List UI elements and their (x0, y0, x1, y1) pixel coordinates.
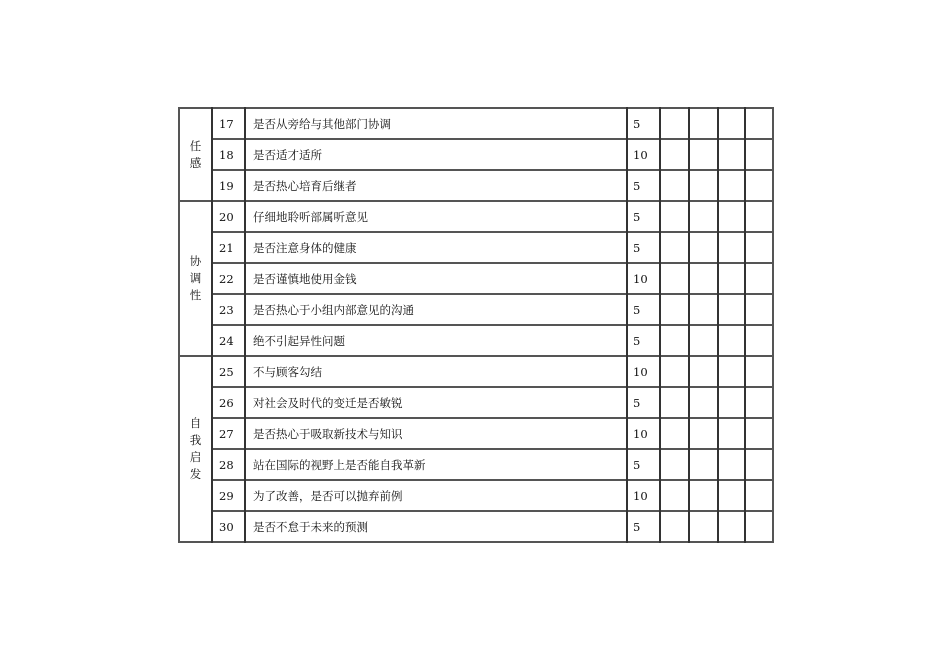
rating-cell[interactable] (660, 139, 689, 170)
rating-cell[interactable] (689, 387, 718, 418)
table-row (179, 418, 773, 449)
rating-cell[interactable] (745, 387, 773, 418)
table-row (179, 294, 773, 325)
evaluation-sheet (178, 107, 774, 543)
table-row (179, 325, 773, 356)
rating-cell[interactable] (689, 108, 718, 139)
item-text: 绝不引起异性问题 (245, 325, 627, 356)
rating-cell[interactable] (718, 263, 745, 294)
table-row (179, 480, 773, 511)
item-text: 是否谨慎地使用金钱 (245, 263, 627, 294)
rating-cell[interactable] (689, 511, 718, 542)
rating-cell[interactable] (718, 387, 745, 418)
rating-cell[interactable] (745, 201, 773, 232)
rating-cell[interactable] (660, 480, 689, 511)
item-text: 是否适才适所 (245, 139, 627, 170)
rating-cell[interactable] (745, 139, 773, 170)
item-number: 21 (212, 232, 245, 263)
rating-cell[interactable] (660, 170, 689, 201)
category-cell (179, 201, 212, 356)
rating-cell[interactable] (718, 232, 745, 263)
rating-cell[interactable] (745, 263, 773, 294)
rating-cell[interactable] (689, 139, 718, 170)
rating-cell[interactable] (689, 294, 718, 325)
item-text: 仔细地聆听部属听意见 (245, 201, 627, 232)
rating-cell[interactable] (745, 511, 773, 542)
item-text: 是否注意身体的健康 (245, 232, 627, 263)
category-cell (179, 108, 212, 201)
item-score: 5 (627, 294, 660, 325)
table-row (179, 139, 773, 170)
rating-cell[interactable] (745, 325, 773, 356)
rating-cell[interactable] (660, 387, 689, 418)
rating-cell[interactable] (689, 418, 718, 449)
rating-cell[interactable] (745, 232, 773, 263)
item-text: 是否热心于吸取新技术与知识 (245, 418, 627, 449)
item-score: 5 (627, 232, 660, 263)
rating-cell[interactable] (718, 325, 745, 356)
item-number: 23 (212, 294, 245, 325)
rating-cell[interactable] (689, 201, 718, 232)
table-row (179, 511, 773, 542)
table-row (179, 387, 773, 418)
item-score: 10 (627, 480, 660, 511)
rating-cell[interactable] (745, 480, 773, 511)
table-row (179, 356, 773, 387)
rating-cell[interactable] (718, 201, 745, 232)
table-row (179, 170, 773, 201)
item-text: 不与顾客勾结 (245, 356, 627, 387)
item-number: 20 (212, 201, 245, 232)
rating-cell[interactable] (660, 232, 689, 263)
item-number: 18 (212, 139, 245, 170)
category-label: 协 调 性 (189, 254, 202, 302)
rating-cell[interactable] (745, 170, 773, 201)
item-number: 25 (212, 356, 245, 387)
table-row (179, 232, 773, 263)
rating-cell[interactable] (660, 325, 689, 356)
rating-cell[interactable] (718, 139, 745, 170)
evaluation-table (178, 107, 774, 543)
rating-cell[interactable] (660, 449, 689, 480)
rating-cell[interactable] (718, 170, 745, 201)
rating-cell[interactable] (718, 480, 745, 511)
item-number: 27 (212, 418, 245, 449)
item-score: 5 (627, 201, 660, 232)
item-number: 29 (212, 480, 245, 511)
rating-cell[interactable] (689, 263, 718, 294)
item-text: 为了改善，是否可以抛弃前例 (245, 480, 627, 511)
rating-cell[interactable] (745, 356, 773, 387)
rating-cell[interactable] (660, 108, 689, 139)
item-number: 17 (212, 108, 245, 139)
category-label: 自 我 启 发 (189, 416, 202, 481)
item-number: 22 (212, 263, 245, 294)
evaluation-table-body (179, 108, 773, 542)
rating-cell[interactable] (745, 294, 773, 325)
rating-cell[interactable] (718, 449, 745, 480)
rating-cell[interactable] (660, 356, 689, 387)
table-row (179, 108, 773, 139)
item-text: 是否热心培育后继者 (245, 170, 627, 201)
item-number: 28 (212, 449, 245, 480)
rating-cell[interactable] (718, 108, 745, 139)
rating-cell[interactable] (660, 511, 689, 542)
item-score: 5 (627, 449, 660, 480)
rating-cell[interactable] (660, 263, 689, 294)
item-score: 5 (627, 387, 660, 418)
rating-cell[interactable] (745, 108, 773, 139)
rating-cell[interactable] (689, 480, 718, 511)
rating-cell[interactable] (718, 294, 745, 325)
item-score: 10 (627, 263, 660, 294)
item-text: 对社会及时代的变迁是否敏锐 (245, 387, 627, 418)
item-number: 19 (212, 170, 245, 201)
rating-cell[interactable] (718, 418, 745, 449)
item-score: 5 (627, 170, 660, 201)
rating-cell[interactable] (689, 356, 718, 387)
item-text: 是否热心于小组内部意见的沟通 (245, 294, 627, 325)
rating-cell[interactable] (660, 294, 689, 325)
rating-cell[interactable] (660, 418, 689, 449)
item-text: 是否从旁给与其他部门协调 (245, 108, 627, 139)
item-score: 5 (627, 325, 660, 356)
item-score: 5 (627, 108, 660, 139)
table-row (179, 263, 773, 294)
rating-cell[interactable] (689, 170, 718, 201)
rating-cell[interactable] (745, 418, 773, 449)
rating-cell[interactable] (689, 232, 718, 263)
item-number: 30 (212, 511, 245, 542)
rating-cell[interactable] (689, 325, 718, 356)
rating-cell[interactable] (660, 201, 689, 232)
item-score: 10 (627, 356, 660, 387)
item-number: 24 (212, 325, 245, 356)
item-text: 是否不怠于未来的预测 (245, 511, 627, 542)
item-text: 站在国际的视野上是否能自我革新 (245, 449, 627, 480)
table-row (179, 201, 773, 232)
rating-cell[interactable] (689, 449, 718, 480)
category-cell (179, 356, 212, 542)
category-label: 任 感 (189, 138, 202, 170)
rating-cell[interactable] (745, 449, 773, 480)
item-score: 5 (627, 511, 660, 542)
item-score: 10 (627, 139, 660, 170)
item-score: 10 (627, 418, 660, 449)
rating-cell[interactable] (718, 356, 745, 387)
rating-cell[interactable] (718, 511, 745, 542)
table-row (179, 449, 773, 480)
item-number: 26 (212, 387, 245, 418)
